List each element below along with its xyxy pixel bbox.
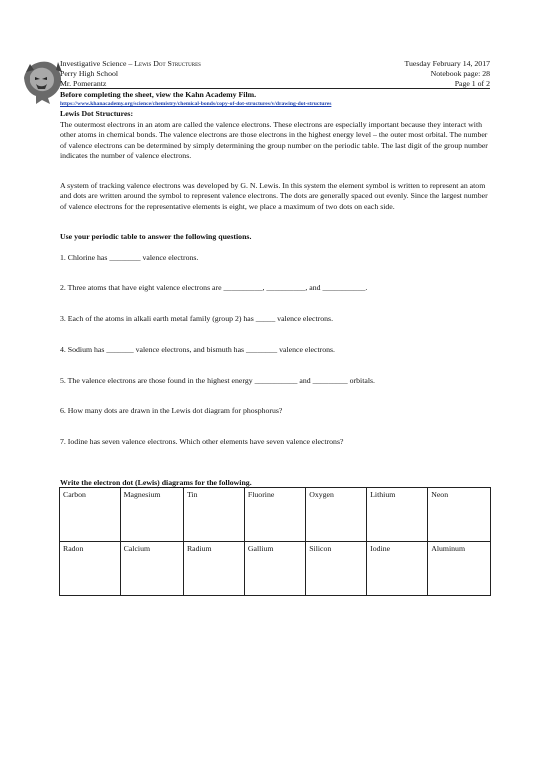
question-6: 6. How many dots are drawn in the Lewis dot diagram for phosphorus? <box>60 406 283 415</box>
question-7: 7. Iodine has seven valence electrons. Which other elements have seven valence electrons? <box>60 437 344 446</box>
cell-oxygen[interactable]: Oxygen <box>306 488 367 542</box>
element-table <box>59 487 491 596</box>
course-title: Investigative Science – Lewis Dot Structures <box>60 59 201 68</box>
question-4: 4. Sodium has _______ valence electrons, and bismuth has ________ valence electrons. <box>60 345 335 354</box>
cell-calcium[interactable]: Calcium <box>120 542 183 596</box>
paragraph-valence: The outermost electrons in an atom are called the valence electrons. These electrons are especially important because they interact with other atoms in chemical bonds. The valence electrons are those electrons in the highest energy level – the outer most orbital. The number of valence electrons can be determined by simply determining the group number on the periodic table. The last digit of the group number indicates the number of valence electrons. <box>60 120 488 161</box>
question-1: 1. Chlorine has ________ valence electrons. <box>60 253 199 262</box>
cell-aluminum[interactable]: Aluminum <box>428 542 491 596</box>
khan-academy-link[interactable]: https://www.khanacademy.org/science/chemistry/chemical-bonds/copy-of-dot-structures/v/drawing-dot-structures <box>60 101 332 107</box>
header-date: Tuesday February 14, 2017 <box>404 59 490 68</box>
cell-lithium[interactable]: Lithium <box>367 488 428 542</box>
cell-radon[interactable]: Radon <box>60 542 121 596</box>
cell-magnesium[interactable]: Magnesium <box>120 488 183 542</box>
school-name: Perry High School <box>60 69 119 78</box>
table-row <box>60 488 491 542</box>
question-2: 2. Three atoms that have eight valence electrons are __________, __________, and ___________. <box>60 283 368 292</box>
panther-logo-icon <box>20 58 64 106</box>
cell-silicon[interactable]: Silicon <box>306 542 367 596</box>
page-number: Page 1 of 2 <box>454 79 490 88</box>
question-5: 5. The valence electrons are those found in the highest energy ___________ and _________ orbitals. <box>60 376 375 385</box>
cell-iodine[interactable]: Iodine <box>367 542 428 596</box>
cell-neon[interactable]: Neon <box>428 488 491 542</box>
notebook-page: Notebook page: 28 <box>430 69 490 78</box>
table-title: Write the electron dot (Lewis) diagrams for the following. <box>60 478 252 487</box>
paragraph-lewis: A system of tracking valence electrons was developed by G. N. Lewis. In this system the element symbol is written to represent an atom and dots are written around the symbol to represent valence electrons. The dots are generally spaced out evenly. Since the largest number of valence electrons for the representative elements is eight, we place a maximum of two dots on each side. <box>60 181 488 211</box>
question-3: 3. Each of the atoms in alkali earth metal family (group 2) has _____ valence electrons. <box>60 314 334 323</box>
cell-tin[interactable]: Tin <box>183 488 244 542</box>
teacher-name: Mr. Pomerantz <box>60 79 107 88</box>
cell-gallium[interactable]: Gallium <box>244 542 305 596</box>
questions-instruction: Use your periodic table to answer the following questions. <box>60 232 252 241</box>
cell-carbon[interactable]: Carbon <box>60 488 121 542</box>
section-title: Lewis Dot Structures: <box>60 109 134 118</box>
video-instruction: Before completing the sheet, view the Kahn Academy Film. <box>60 90 257 99</box>
cell-fluorine[interactable]: Fluorine <box>244 488 305 542</box>
cell-radium[interactable]: Radium <box>183 542 244 596</box>
table-row <box>60 542 491 596</box>
header-line-3 <box>60 79 490 89</box>
